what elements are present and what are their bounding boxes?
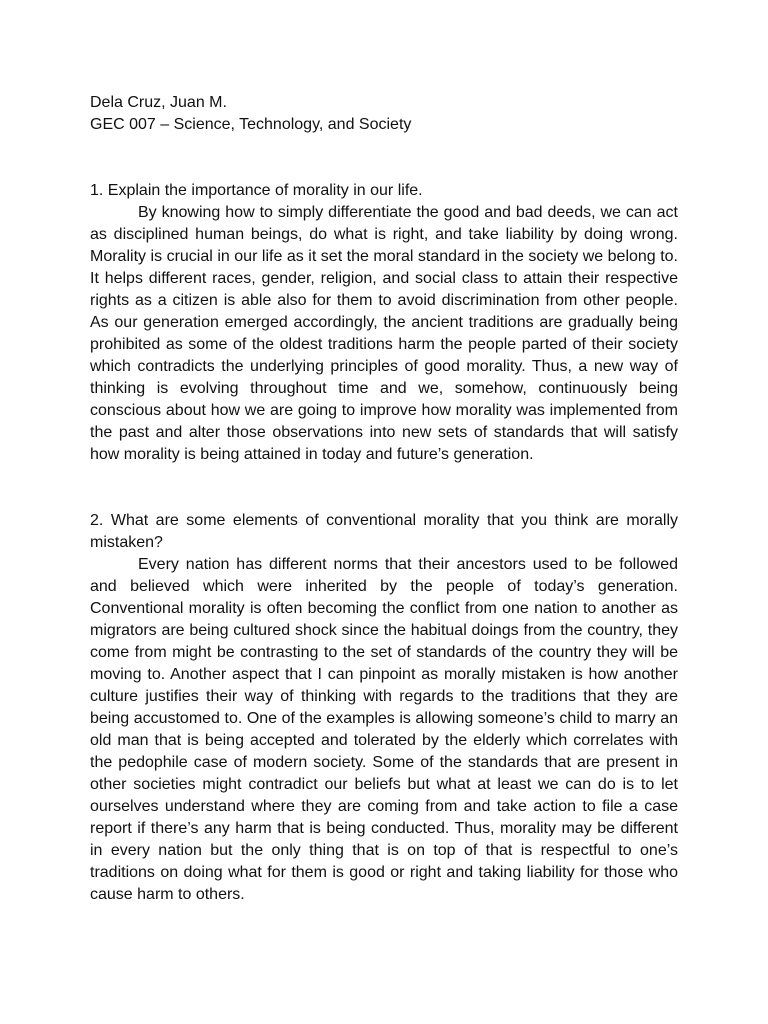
answer-2: Every nation has different norms that their ancestors used to be followed and believed which were inherited by the people of today’s generation. Conventional morality is often becoming the conflict from one nation to another as migrators are being cultured shock since the habitual doings from the country, they come from might be contrasting to the set of standards of the country they will be moving to. Another aspect that I can pinpoint as morally mistaken is how another culture justifies their way of thinking with regards to the traditions that they are being accustomed to. One of the examples is allowing someone’s child to marry an old man that is being accepted and tolerated by the elderly which correlates with the pedophile case of modern society. Some of the standards that are present in other societies might contradict our beliefs but what at least we can do is to let ourselves understand where they are coming from and take action to file a case report if there’s any harm that is being conducted. Thus, morality may be different in every nation but the only thing that is on top of that is respectful to one’s traditions on doing what for them is good or right and taking liability for those who cause harm to others. [90,556,678,903]
student-name: Dela Cruz, Juan M. [90,94,227,111]
answer-1: By knowing how to simply differentiate the good and bad deeds, we can act as disciplined human beings, do what is right, and take liability by doing wrong. Morality is crucial in our life as it set the moral standard in the society we belong to. It helps different races, gender, religion, and social class to attain their respective rights as a citizen is able also for them to avoid discrimination from other people. As our generation emerged accordingly, the ancient traditions are gradually being prohibited as some of the oldest traditions harm the people parted of their society which contradicts the underlying principles of good morality. Thus, a new way of thinking is evolving throughout time and we, somehow, continuously being conscious about how we are going to improve how morality was implemented from the past and alter those observations into new sets of standards that will satisfy how morality is being attained in today and future’s generation. [90,204,678,463]
question-2: 2. What are some elements of conventional morality that you think are morally mistaken? [90,512,678,551]
document-page [90,92,678,906]
section-1 [90,180,678,466]
spacer [90,136,678,180]
course-title: GEC 007 – Science, Technology, and Society [90,116,412,133]
question-1: 1. Explain the importance of morality in our life. [90,182,423,199]
section-2 [90,510,678,906]
spacer [90,466,678,510]
